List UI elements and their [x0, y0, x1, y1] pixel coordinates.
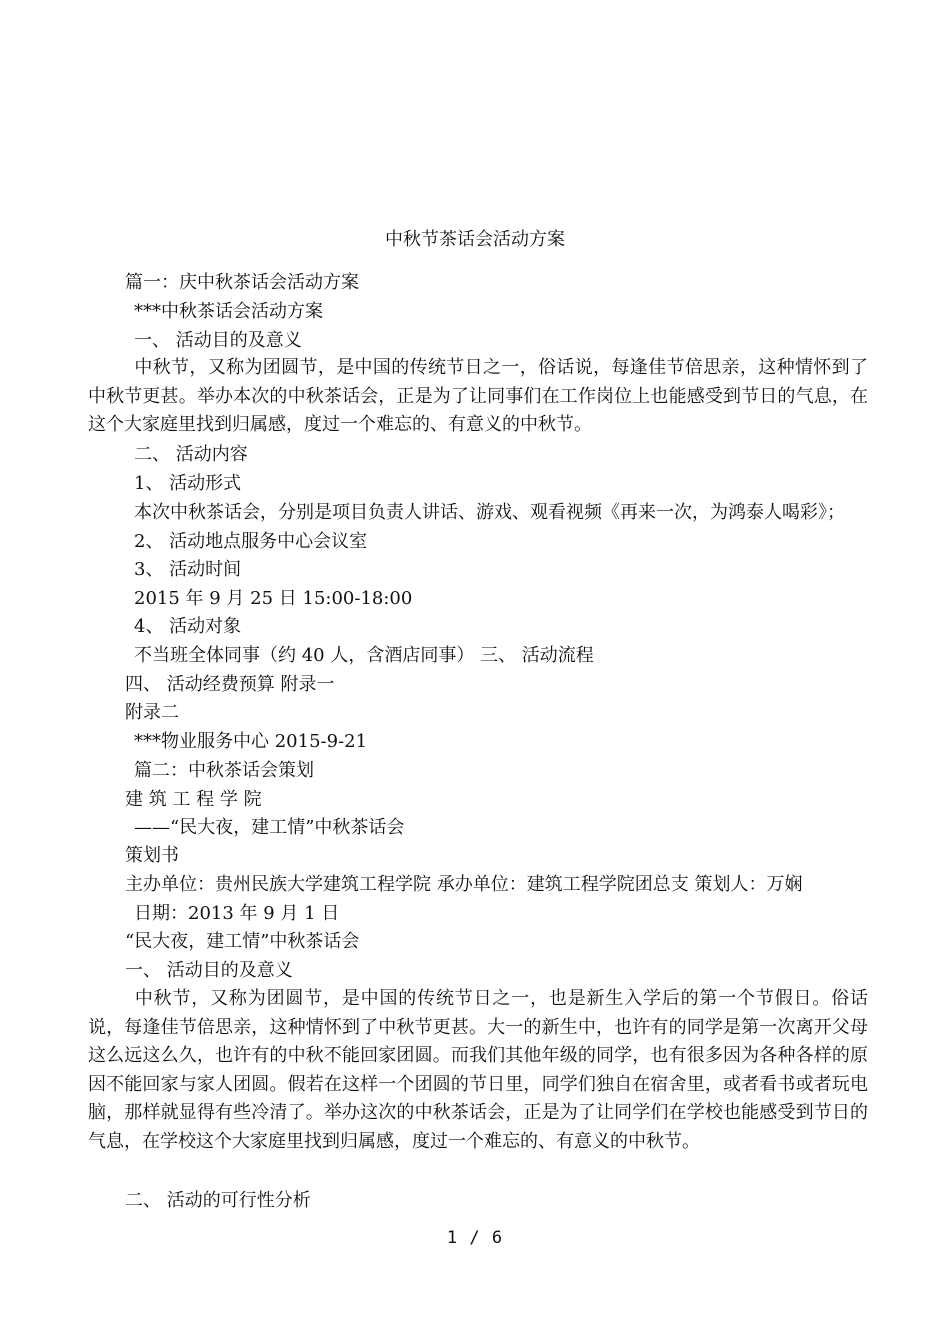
event-subtitle: ——“民大夜，建工情”中秋茶话会 [134, 817, 405, 838]
signature-line: ***物业服务中心 2015-9-21 [134, 731, 368, 752]
page-number: 1 / 6 [446, 1228, 504, 1248]
organizer-line: 主办单位：贵州民族大学建筑工程学院 承办单位：建筑工程学院团总支 策划人：万娴 [125, 874, 803, 895]
paragraph-purpose [88, 354, 868, 440]
heading-content: 二、 活动内容 [134, 444, 248, 465]
heading-feasibility: 二、 活动的可行性分析 [125, 1190, 311, 1211]
heading-purpose: 一、 活动目的及意义 [134, 330, 302, 351]
heading-purpose-2: 一、 活动目的及意义 [125, 960, 293, 981]
item-time: 3、 活动时间 [134, 559, 242, 580]
plan-label: 策划书 [125, 845, 179, 866]
appendix-two: 附录二 [125, 702, 179, 723]
text-time: 2015 年 9 月 25 日 15:00-18:00 [134, 588, 413, 609]
plan-title: ***中秋茶话会活动方案 [134, 301, 323, 322]
event-name: “民大夜，建工情”中秋茶话会 [125, 931, 360, 952]
item-location: 2、 活动地点服务中心会议室 [134, 531, 368, 552]
section-heading-part2: 篇二：中秋茶话会策划 [134, 760, 314, 781]
paragraph-purpose-2-text: 中秋节，又称为团圆节，是中国的传统节日之一，也是新生入学后的第一个节假日。俗话说，每逢佳节倍思亲，这种情怀到了中秋节更甚。大一的新生中，也许有的同学是第一次离开父母这么远这么久，也许有的中秋不能回家团圆。而我们其他年级的同学，也有很多因为各种各样的原因不能回家与家人团圆。假若在这样一个团圆的节日里，同学们独自在宿舍里，或者看书或者玩电脑，那样就显得有些冷清了。举办这次的中秋茶话会，正是为了让同学们在学校也能感受到节日的气息，在学校这个大家庭里找到归属感，度过一个难忘的、有意义的中秋节。 [88, 988, 868, 1152]
item-form: 1、 活动形式 [134, 473, 242, 494]
document-title: 中秋节茶话会活动方案 [385, 229, 565, 250]
paragraph-purpose-text: 中秋节，又称为团圆节，是中国的传统节日之一，俗话说，每逢佳节倍思亲，这种情怀到了中秋节更甚。举办本次的中秋茶话会，正是为了让同事们在工作岗位上也能感受到节日的气息，在这个大家庭里找到归属感，度过一个难忘的、有意义的中秋节。 [88, 357, 868, 435]
school-name: 建 筑 工 程 学 院 [125, 789, 262, 810]
text-audience: 不当班全体同事（约 40 人，含酒店同事） 三、 活动流程 [134, 645, 594, 666]
section-heading-part1: 篇一：庆中秋茶话会活动方案 [125, 272, 359, 293]
text-form: 本次中秋茶话会，分别是项目负责人讲话、游戏、观看视频《再来一次，为鸿泰人喝彩》； [134, 502, 845, 523]
heading-budget: 四、 活动经费预算 附录一 [125, 674, 335, 695]
paragraph-purpose-2 [88, 985, 868, 1156]
item-audience: 4、 活动对象 [134, 616, 242, 637]
date-line: 日期：2013 年 9 月 1 日 [134, 903, 340, 924]
